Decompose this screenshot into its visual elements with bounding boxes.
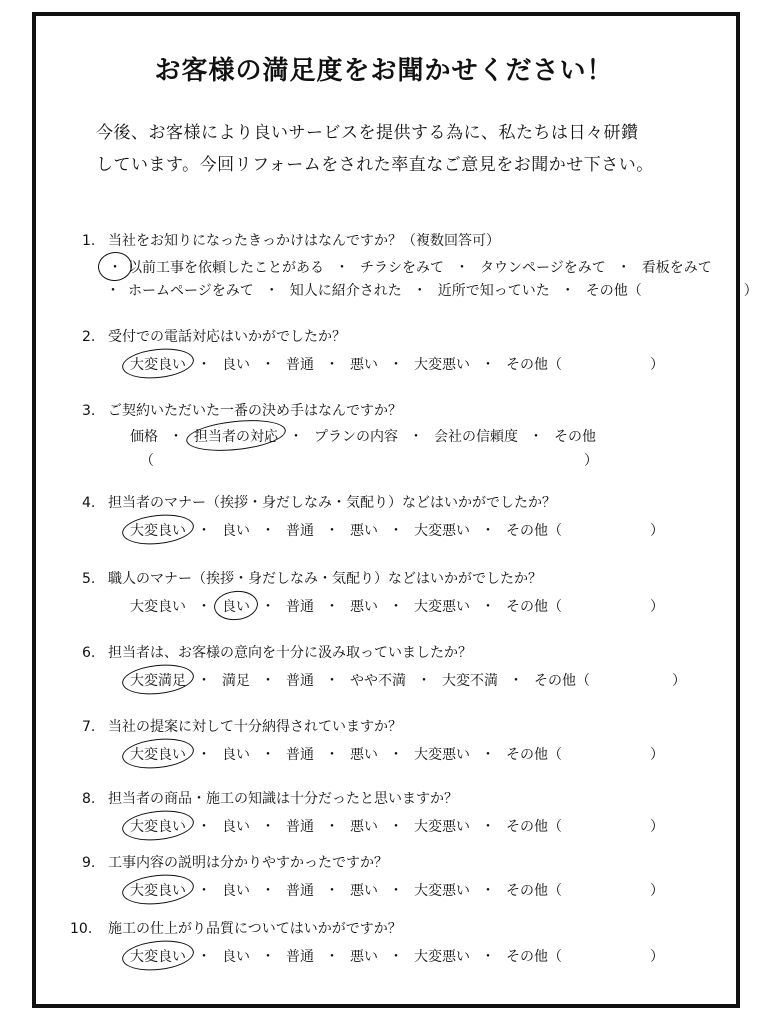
q5-option-selected[interactable]: 良い (220, 596, 252, 616)
question-7 (82, 716, 402, 736)
q4-option[interactable]: 良い (222, 523, 250, 539)
question-number: 3. (82, 403, 96, 419)
question-5 (82, 568, 542, 588)
q7-option-other[interactable]: その他（ (506, 747, 562, 763)
q5-option[interactable]: 大変悪い (414, 599, 470, 615)
close-paren: ） (650, 883, 664, 899)
q6-option[interactable]: 普通 (286, 673, 314, 689)
close-paren: ） (650, 599, 664, 615)
survey-title: お客様の満足度をお聞かせください！ (154, 56, 614, 86)
q6-option[interactable]: 大変不満 (442, 673, 498, 689)
q5-option[interactable]: 悪い (350, 599, 378, 615)
q7-option[interactable]: 悪い (350, 747, 378, 763)
q7-options: 大変良い ・ 良い ・ 普通 ・ 悪い ・ 大変悪い ・ その他（ ） (128, 744, 664, 764)
q2-options: 大変良い ・ 良い ・ 普通 ・ 悪い ・ 大変悪い ・ その他（ ） (128, 354, 664, 374)
close-paren: ） (650, 523, 664, 539)
q2-option[interactable]: 大変悪い (414, 357, 470, 373)
q1-option[interactable]: タウンページをみて (480, 260, 606, 276)
question-text: 当社をお知りになったきっかけはなんですか？（複数回答可） (108, 233, 500, 249)
question-2 (82, 326, 346, 346)
q2-option[interactable]: 良い (222, 357, 250, 373)
question-10 (70, 918, 402, 938)
question-number: 9. (82, 855, 96, 871)
q8-option[interactable]: 大変悪い (414, 819, 470, 835)
q1-options-row-1: ・ 以前工事を依頼したことがある ・ チラシをみて ・ タウンページをみて ・ 看板をみて (104, 257, 714, 277)
q3-other-field[interactable] (140, 450, 598, 470)
q3-option[interactable]: 価格 (130, 429, 158, 445)
question-number: 1. (82, 233, 96, 249)
q3-option-other[interactable]: その他 (554, 429, 596, 445)
question-number: 5. (82, 571, 96, 587)
q4-option-other[interactable]: その他（ (506, 523, 562, 539)
question-text: 担当者の商品・施工の知識は十分だったと思いますか？ (108, 791, 458, 807)
q6-option[interactable]: やや不満 (350, 673, 406, 689)
q9-option[interactable]: 普通 (286, 883, 314, 899)
q6-option-selected[interactable]: 大変満足 (128, 670, 188, 690)
q1-option[interactable]: 看板をみて (641, 260, 712, 276)
q4-option-selected[interactable]: 大変良い (128, 520, 188, 540)
question-text: 当社の提案に対して十分納得されていますか？ (108, 719, 402, 735)
q6-option-other[interactable]: その他（ (534, 673, 590, 689)
q4-option[interactable]: 悪い (350, 523, 378, 539)
q7-option[interactable]: 良い (222, 747, 250, 763)
question-text: 職人のマナー（挨拶・身だしなみ・気配り）などはいかがでしたか？ (108, 571, 542, 587)
q5-option-other[interactable]: その他（ (506, 599, 562, 615)
q2-option-other[interactable]: その他（ (506, 357, 562, 373)
q8-option[interactable]: 普通 (286, 819, 314, 835)
q1-selection-mark[interactable]: ・ (104, 257, 126, 277)
q2-option-selected[interactable]: 大変良い (128, 354, 188, 374)
q10-option[interactable]: 普通 (286, 949, 314, 965)
q4-option[interactable]: 普通 (286, 523, 314, 539)
q3-option-selected[interactable]: 担当者の対応 (192, 426, 280, 446)
q9-option[interactable]: 大変悪い (414, 883, 470, 899)
question-9 (82, 852, 388, 872)
q1-option[interactable]: チラシをみて (360, 260, 444, 276)
q7-option[interactable]: 普通 (286, 747, 314, 763)
question-text: 受付での電話対応はいかがでしたか？ (108, 329, 346, 345)
q1-option[interactable]: 以前工事を依頼したことがある (128, 260, 324, 276)
q1-option-other[interactable]: その他（ (585, 283, 642, 299)
q3-options: 価格 ・ 担当者の対応 ・ プランの内容 ・ 会社の信頼度 ・ その他 (128, 426, 598, 446)
q6-option[interactable]: 満足 (222, 673, 250, 689)
q5-option[interactable]: 普通 (286, 599, 314, 615)
q9-option-selected[interactable]: 大変良い (128, 880, 188, 900)
q8-option[interactable]: 良い (222, 819, 250, 835)
question-number: 2. (82, 329, 96, 345)
q4-options: 大変良い ・ 良い ・ 普通 ・ 悪い ・ 大変悪い ・ その他（ ） (128, 520, 664, 540)
question-number: 6. (82, 645, 96, 661)
question-text: ご契約いただいた一番の決め手はなんですか？ (108, 403, 402, 419)
q1-option[interactable]: ホームページをみて (128, 283, 254, 299)
close-paren: ） (672, 673, 686, 689)
question-number: 7. (82, 719, 96, 735)
question-text: 施工の仕上がり品質についてはいかがですか？ (108, 921, 402, 937)
intro-line-1: 今後、お客様により良いサービスを提供する為に、私たちは日々研鑽 (96, 123, 639, 143)
q1-option[interactable]: 近所で知っていた (437, 283, 550, 299)
q10-option-selected[interactable]: 大変良い (128, 946, 188, 966)
q10-option[interactable]: 大変悪い (414, 949, 470, 965)
open-paren: （ (140, 453, 154, 469)
q7-option-selected[interactable]: 大変良い (128, 744, 188, 764)
question-text: 担当者は、お客様の意向を十分に汲み取っていましたか？ (108, 645, 472, 661)
q3-option[interactable]: 会社の信頼度 (434, 429, 518, 445)
q9-option[interactable]: 悪い (350, 883, 378, 899)
question-number: 10. (70, 921, 93, 937)
q8-option[interactable]: 悪い (350, 819, 378, 835)
question-number: 4. (82, 495, 96, 511)
q10-option[interactable]: 良い (222, 949, 250, 965)
close-paren: ） (650, 819, 664, 835)
q9-option[interactable]: 良い (222, 883, 250, 899)
q2-option[interactable]: 普通 (286, 357, 314, 373)
question-6 (82, 642, 472, 662)
question-text: 工事内容の説明は分かりやすかったですか？ (108, 855, 388, 871)
question-3 (82, 400, 402, 420)
q5-option[interactable]: 大変良い (130, 599, 186, 615)
intro-line-2: しています。今回リフォームをされた率直なご意見をお聞かせ下さい。 (96, 155, 654, 175)
q4-option[interactable]: 大変悪い (414, 523, 470, 539)
close-paren: ） (650, 747, 664, 763)
q8-options: 大変良い ・ 良い ・ 普通 ・ 悪い ・ 大変悪い ・ その他（ ） (128, 816, 664, 836)
close-paren: ） (650, 949, 664, 965)
q10-option[interactable]: 悪い (350, 949, 378, 965)
close-paren: ） (584, 453, 598, 469)
q2-option[interactable]: 悪い (350, 357, 378, 373)
q10-option-other[interactable]: その他（ (506, 949, 562, 965)
question-4 (82, 492, 556, 512)
close-paren: ） (743, 283, 758, 299)
q10-options: 大変良い ・ 良い ・ 普通 ・ 悪い ・ 大変悪い ・ その他（ ） (128, 946, 664, 966)
q7-option[interactable]: 大変悪い (414, 747, 470, 763)
q6-options: 大変満足 ・ 満足 ・ 普通 ・ やや不満 ・ 大変不満 ・ その他（ ） (128, 670, 686, 690)
q9-option-other[interactable]: その他（ (506, 883, 562, 899)
q1-options-row-2: ・ ホームページをみて ・ 知人に紹介された ・ 近所で知っていた ・ その他（ ） (104, 280, 758, 300)
question-1 (82, 230, 500, 250)
close-paren: ） (650, 357, 664, 373)
q3-option[interactable]: プランの内容 (314, 429, 398, 445)
q1-option[interactable]: 知人に紹介された (289, 283, 402, 299)
q8-option-other[interactable]: その他（ (506, 819, 562, 835)
question-8 (82, 788, 458, 808)
q5-options: 大変良い ・ 良い ・ 普通 ・ 悪い ・ 大変悪い ・ その他（ ） (128, 596, 664, 616)
question-text: 担当者のマナー（挨拶・身だしなみ・気配り）などはいかがでしたか？ (108, 495, 556, 511)
question-number: 8. (82, 791, 96, 807)
q8-option-selected[interactable]: 大変良い (128, 816, 188, 836)
q9-options: 大変良い ・ 良い ・ 普通 ・ 悪い ・ 大変悪い ・ その他（ ） (128, 880, 664, 900)
